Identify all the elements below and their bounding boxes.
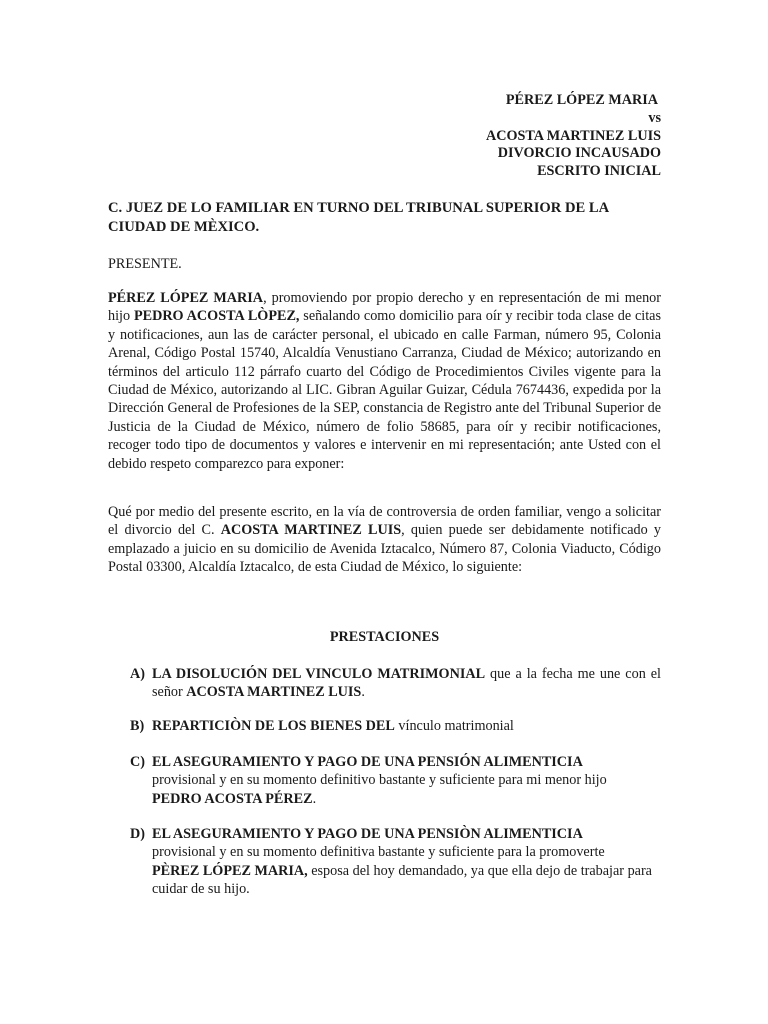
item-name: PÈREZ LÓPEZ MARIA, (152, 862, 308, 879)
addressee (108, 199, 660, 237)
paragraph-text: señalando como domicilio para oír y recibir toda clase de citas y notificaciones, aun las de carácter personal, el ubicado en calle Farman, número 95, Colonia Arenal, Código Postal 15740, Alcaldía Venustiano Carranza, Ciudad de México; autorizando en términos del articulo 112 párrafo cuarto del Código de Procedimientos Civiles vigente para la Ciudad de México, autorizando al LIC. Gibran Aguilar Guizar, Cédula 7674436, expedida por la Dirección General de Profesiones de la SEP, constancia de Registro ante del Tribunal Superior de Justicia de la Ciudad de México, número de folio 58685, para oír y recibir notificaciones, recoger todo tipo de documentos y valores e intervenir en mi representación; ante Usted con el debido respeto comparezco para exponer: (108, 308, 661, 472)
item-label: D) (130, 826, 145, 842)
intro-paragraph (108, 289, 661, 473)
promovente-name: PÉREZ LÓPEZ MARIA (108, 290, 264, 306)
minor-son-name: PEDRO ACOSTA LÒPEZ, (133, 308, 300, 325)
item-heading: REPARTICIÒN DE LOS BIENES DEL (152, 718, 395, 734)
defendant-name: ACOSTA MARTINEZ LUIS (485, 127, 661, 144)
item-text: vínculo matrimonial (394, 718, 514, 734)
item-label: A) (130, 666, 145, 682)
item-name: PEDRO ACOSTA PÉREZ (152, 790, 313, 807)
item-heading: LA DISOLUCIÓN DEL VINCULO MATRIMONIAL (152, 666, 486, 682)
versus-label: vs (648, 109, 661, 126)
prestacion-item-a (130, 665, 661, 702)
document-type: ESCRITO INICIAL (537, 163, 661, 180)
item-name: ACOSTA MARTINEZ LUIS (186, 684, 362, 701)
addressee-judge: C. JUEZ DE LO FAMILIAR (108, 200, 290, 216)
paragraph-text: , quien puede ser debidamente notificado y emplazado a juicio en su domicilio de Avenida Iztacalco, Número 87, Colonia Viaducto, Código Postal 03300, Alcaldía Iztacalco, de esta Ciudad de México, lo siguiente: (108, 522, 661, 576)
plaintiff-name: PÉREZ LÓPEZ MARIA (505, 92, 658, 108)
item-text: esposa del hoy demandado, ya que ella dejo de trabajar para cuidar de su hijo. (152, 862, 652, 898)
item-text: provisional y en su momento definitivo bastante y suficiente para mi menor hijo (152, 772, 607, 789)
presente-label: PRESENTE. (108, 256, 182, 272)
item-text: . (312, 790, 317, 807)
paragraph-text: , promoviendo por propio derecho y en representación de mi menor hijo (108, 290, 661, 325)
item-text: que a la fecha me une con el señor (152, 666, 661, 701)
prestacion-item-b (130, 717, 661, 735)
prestaciones-title: PRESTACIONES (329, 629, 440, 645)
item-text: provisional y en su momento definitiva bastante y suficiente para la promoverte (152, 844, 605, 861)
item-label: C) (130, 754, 145, 770)
defendant-name-inline: ACOSTA MARTINEZ LUIS (220, 522, 402, 539)
addressee-court: EN TURNO DEL TRIBUNAL SUPERIOR DE LA CIUDAD DE MÈXICO. (108, 200, 609, 235)
prestacion-item-d (130, 825, 661, 899)
item-heading: EL ASEGURAMIENTO Y PAGO DE UNA PENSIÒN ALIMENTICIA (152, 826, 583, 842)
case-type: DIVORCIO INCAUSADO (497, 145, 661, 162)
prestacion-item-c (130, 753, 661, 808)
case-header (486, 92, 661, 181)
item-text: . (361, 684, 365, 701)
paragraph-text: Qué por medio del presente escrito, en la vía de controversia de orden familiar, vengo a solicitar el divorcio del C. (108, 504, 661, 539)
request-paragraph (108, 503, 661, 577)
item-label: B) (130, 718, 145, 734)
item-heading: EL ASEGURAMIENTO Y PAGO DE UNA PENSIÓN ALIMENTICIA (152, 754, 583, 770)
